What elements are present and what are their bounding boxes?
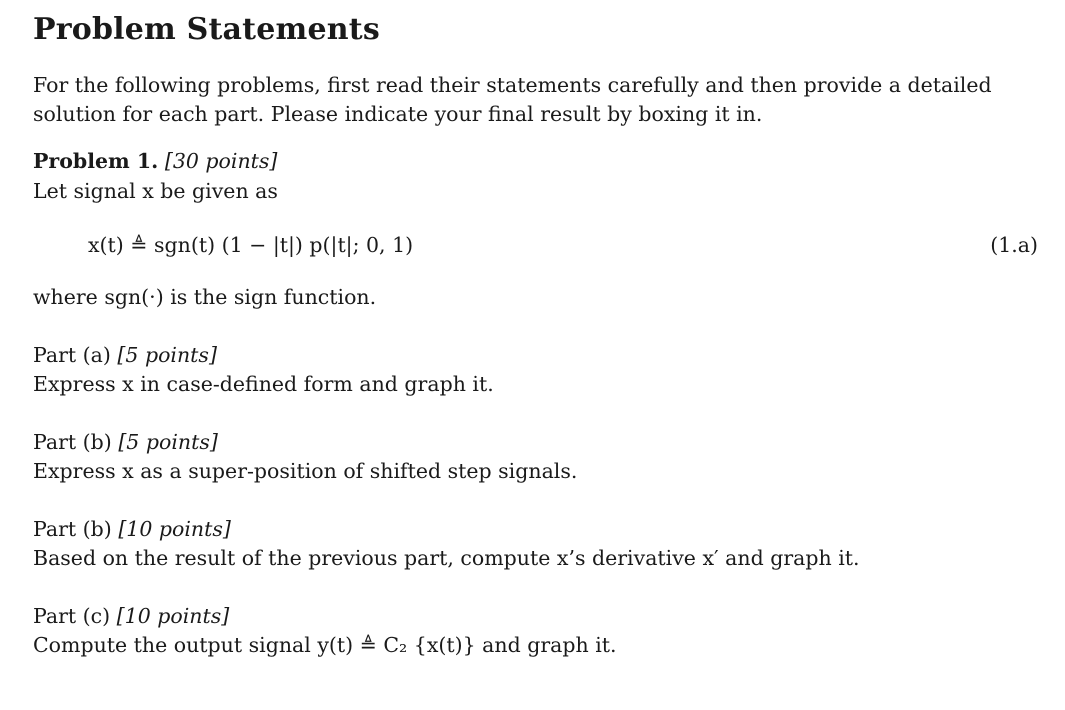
problem-1-heading-line	[33, 146, 277, 176]
problem-1-lead: Let signal x be given as	[33, 179, 278, 203]
part-b2-points: [10 points]	[118, 517, 231, 541]
part-b-text: Express x as a super-position of shifted step signals.	[33, 459, 578, 483]
equation-1a: x(t) ≜ sgn(t) (1 − |t|) p(|t|; 0, 1)	[88, 233, 414, 257]
part-b-heading: Part (b)	[33, 430, 112, 454]
part-b-points: [5 points]	[118, 430, 218, 454]
part-c-points: [10 points]	[116, 604, 230, 628]
part-c-text: Compute the output signal y(t) ≜ C₂ {x(t)} and graph it.	[33, 633, 617, 657]
problem-1-heading: Problem 1.	[33, 149, 159, 173]
page-title: Problem Statements	[33, 12, 380, 47]
problem-1-points: [30 points]	[164, 149, 278, 173]
part-b-heading-line	[33, 427, 218, 457]
part-a-points: [5 points]	[117, 343, 217, 367]
problem-1-where: where sgn(·) is the sign function.	[33, 285, 377, 309]
equation-number: (1.a)	[990, 233, 1038, 257]
part-b2-heading: Part (b)	[33, 517, 112, 541]
part-a-heading: Part (a)	[33, 343, 111, 367]
part-c-heading: Part (c)	[33, 604, 111, 628]
part-c-heading-line	[33, 601, 229, 631]
part-b2-text: Based on the result of the previous part, compute x’s derivative x′ and graph it.	[33, 546, 860, 570]
intro-paragraph: For the following problems, first read their statements carefully and then provide a detailed solution for each part. Please indicate your final result by boxing it in.	[33, 73, 992, 126]
equation-row	[33, 230, 1038, 260]
part-a-text: Express x in case-defined form and graph it.	[33, 372, 494, 396]
part-a-heading-line	[33, 340, 217, 370]
part-b2-heading-line	[33, 514, 231, 544]
